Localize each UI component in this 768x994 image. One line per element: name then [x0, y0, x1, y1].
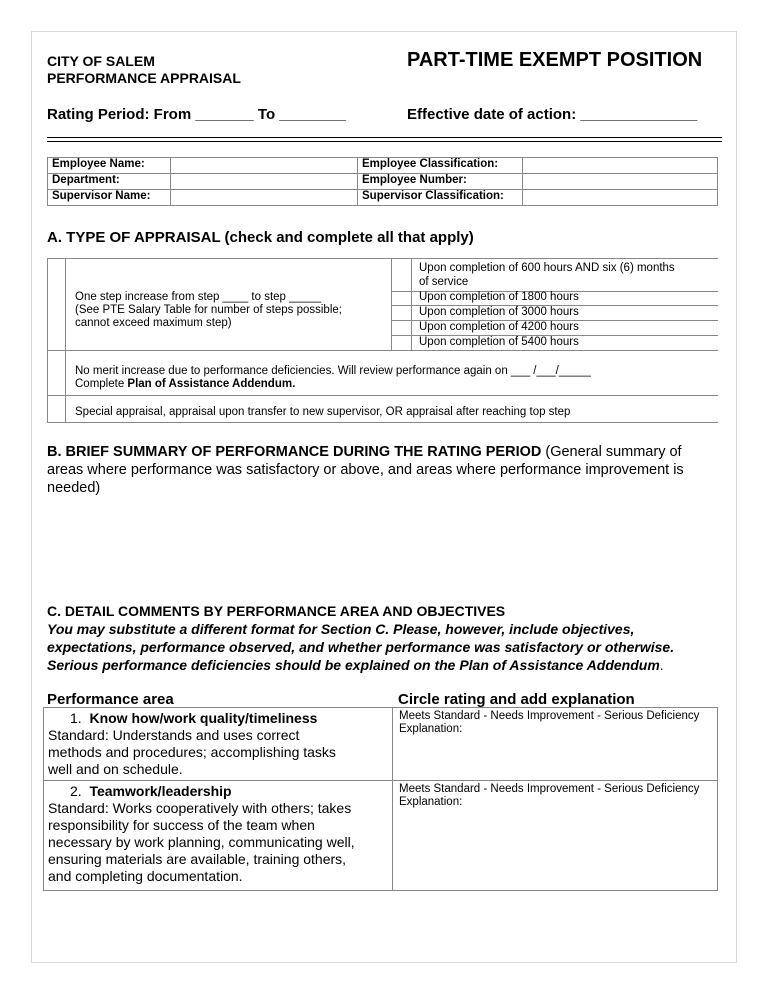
performance-area-col: Performance area — [47, 691, 174, 708]
area-2-cell: 2. Teamwork/leadership Standard: Works cooperatively with others; takes responsibility for success of the team when necessary by work planning, communicating well, ensuring materials are available, training others, and completing documentation. — [44, 781, 393, 891]
step-increase-text: One step increase from step ____ to step _____ (See PTE Salary Table for number of steps possible; cannot exceed maximum step) — [75, 291, 342, 329]
area-1-cell: 1. Know how/work quality/timeliness Standard: Understands and uses correct methods and procedures; accomplishing tasks well and on schedule. — [44, 708, 393, 781]
plan-of-assistance-ref: Plan of Assistance Addendum. — [127, 378, 296, 390]
department-field[interactable] — [171, 174, 358, 190]
employee-classification-label: Employee Classification: — [358, 158, 523, 174]
employee-name-label: Employee Name: — [48, 158, 171, 174]
supervisor-name-field[interactable] — [171, 190, 358, 206]
department-label: Department: — [48, 174, 171, 190]
special-appraisal-checkbox[interactable] — [65, 395, 66, 422]
employee-number-label: Employee Number: — [358, 174, 523, 190]
double-rule-top — [47, 137, 722, 138]
appraisal-type-block — [47, 258, 718, 422]
option-4200-hours: Upon completion of 4200 hours — [419, 321, 579, 333]
area-1-explanation[interactable]: Explanation: — [399, 723, 463, 735]
double-rule-bottom — [47, 141, 722, 142]
area-2-rating-options[interactable]: Meets Standard - Needs Improvement - Serious Deficiency — [399, 783, 700, 795]
section-a-heading: A. TYPE OF APPRAISAL (check and complete all that apply) — [47, 229, 474, 246]
employee-info-table — [47, 157, 718, 206]
area-1-rating-cell[interactable] — [393, 708, 718, 781]
option-600-hours: Upon completion of 600 hours AND six (6) months — [419, 262, 675, 274]
section-b-heading: B. BRIEF SUMMARY OF PERFORMANCE DURING THE RATING PERIOD (General summary of areas where performance was satisfactory or above, and areas where performance improvement is needed) — [47, 444, 684, 496]
table-row — [44, 708, 718, 781]
employee-number-field[interactable] — [523, 174, 718, 190]
option-3000-hours: Upon completion of 3000 hours — [419, 306, 579, 318]
area-2-title: Teamwork/leadership — [89, 783, 232, 799]
step-increase-checkbox[interactable] — [65, 258, 66, 350]
supervisor-classification-label: Supervisor Classification: — [358, 190, 523, 206]
supervisor-classification-field[interactable] — [523, 190, 718, 206]
rating-period: Rating Period: From _______ To ________ — [47, 106, 347, 123]
option-5400-hours: Upon completion of 5400 hours — [419, 336, 579, 348]
form-name: PERFORMANCE APPRAISAL — [47, 70, 241, 86]
no-merit-text: No merit increase due to performance deficiencies. Will review performance again on ___ /___/_____ Complete Plan of Assistance Addendum. — [75, 365, 591, 390]
performance-areas-table — [43, 707, 718, 891]
area-2-rating-cell[interactable] — [393, 781, 718, 891]
step-options-list — [419, 262, 717, 351]
employee-classification-field[interactable] — [523, 158, 718, 174]
special-appraisal-text: Special appraisal, appraisal upon transfer to new supervisor, OR appraisal after reaching top step — [75, 406, 571, 418]
rating-col: Circle rating and add explanation — [398, 691, 635, 708]
area-1-title: Know how/work quality/timeliness — [89, 710, 318, 726]
page-title: PART-TIME EXEMPT POSITION — [407, 49, 703, 71]
no-merit-checkbox[interactable] — [65, 350, 66, 395]
employee-name-field[interactable] — [171, 158, 358, 174]
supervisor-name-label: Supervisor Name: — [48, 190, 171, 206]
area-2-explanation[interactable]: Explanation: — [399, 796, 463, 808]
section-c-heading: C. DETAIL COMMENTS BY PERFORMANCE AREA AND OBJECTIVES You may substitute a different format for Section C. Please, however, include objectives, expectations, performance observed, and whether performance was satisfactory or otherwise. Serious performance deficiencies should be explained on the Plan of Assistance Addendum. — [47, 603, 675, 673]
org-name: CITY OF SALEM — [47, 53, 155, 69]
option-1800-hours: Upon completion of 1800 hours — [419, 291, 579, 303]
table-row — [44, 781, 718, 891]
area-1-rating-options[interactable]: Meets Standard - Needs Improvement - Serious Deficiency — [399, 710, 700, 722]
option-600-hours-cont: of service — [419, 276, 469, 288]
effective-date: Effective date of action: ______________ — [407, 106, 698, 123]
